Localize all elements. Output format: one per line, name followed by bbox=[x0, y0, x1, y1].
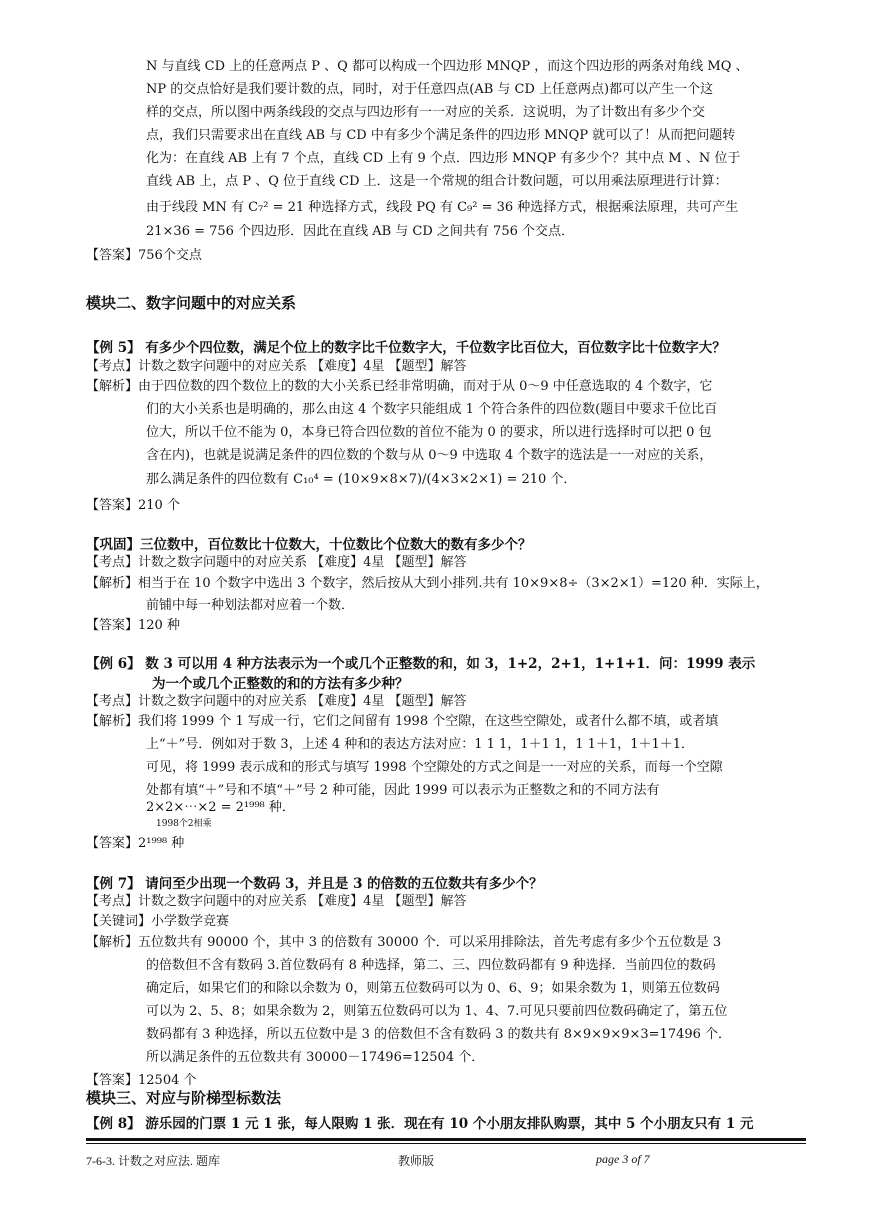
analysis-line: 可见，将 1999 表示成和的形式与填写 1998 个空隙处的方式之间是一一对应的关系，而每一个空隙 bbox=[146, 760, 723, 775]
footer-left: 7-6-3. 计数之对应法. 题库 bbox=[86, 1154, 220, 1168]
analysis-line: 前铺中每一种划法都对应着一个数． bbox=[146, 598, 355, 613]
intro-line: NP 的交点恰好是我们要计数的点，同时，对于任意四点(AB 与 CD 上任意两点)都可以产生一个这 bbox=[146, 82, 714, 97]
footer-center: 教师版 bbox=[398, 1154, 435, 1168]
intro-line: 21×36 = 756 个四边形．因此在直线 AB 与 CD 之间共有 756 个交点． bbox=[146, 224, 574, 239]
example-question: 【例 8】 游乐园的门票 1 元 1 张，每人限购 1 张．现在有 10 个小朋友排队购票，其中 5 个小朋友只有 1 元 bbox=[86, 1116, 754, 1132]
analysis-line: 可以为 2、5、8；如果余数为 2，则第五位数码可以为 1、4、7.可见只要前四位数码确定了，第五位 bbox=[146, 1004, 728, 1019]
intro-line: 直线 AB 上，点 P 、Q 位于直线 CD 上．这是一个常规的组合计数问题，可以用乘法原理进行计算： bbox=[146, 174, 728, 189]
analysis-line: 含在内)，也就是说满足条件的四位数的个数与从 0～9 中选取 4 个数字的选法是一一对应的关系， bbox=[146, 448, 713, 463]
answer-line: 【答案】210 个 bbox=[86, 498, 180, 513]
analysis-line: 【解析】由于四位数的四个数位上的数的大小关系已经非常明确，而对于从 0～9 中任意选取的 4 个数字，它 bbox=[86, 379, 713, 394]
intro-line: 化为：在直线 AB 上有 7 个点，直线 CD 上有 9 个点．四边形 MNQP 有多少个？其中点 M 、N 位于 bbox=[146, 151, 741, 166]
intro-line: 由于线段 MN 有 C₇² = 21 种选择方式，线段 PQ 有 C₉² = 36 种选择方式，根据乘法原理，共可产生 bbox=[146, 200, 739, 215]
footer-rule bbox=[86, 1143, 806, 1144]
section-heading: 模块二、数字问题中的对应关系 bbox=[86, 294, 297, 312]
analysis-line: 确定后，如果它们的和除以余数为 0，则第五位数码可以为 0、6、9；如果余数为 1，则第五位数码 bbox=[146, 981, 720, 996]
tags-line: 【考点】计数之数字问题中的对应关系 【难度】4星 【题型】解答 bbox=[86, 359, 467, 374]
analysis-line: 【解析】五位数共有 90000 个，其中 3 的倍数有 30000 个．可以采用排除法，首先考虑有多少个五位数是 3 bbox=[86, 935, 722, 950]
tags-line: 【考点】计数之数字问题中的对应关系 【难度】4星 【题型】解答 bbox=[86, 694, 467, 709]
formula-line: 那么满足条件的四位数有 C₁₀⁴ = (10×9×8×7)/(4×3×2×1) = 210 个． bbox=[146, 472, 577, 487]
analysis-line: 位大，所以千位不能为 0，本身已符合四位数的首位不能为 0 的要求，所以进行选择时可以把 0 包 bbox=[146, 425, 712, 440]
intro-line: N 与直线 CD 上的任意两点 P 、Q 都可以构成一个四边形 MNQP ，而这个四边形的两条对角线 MQ 、 bbox=[146, 59, 749, 74]
example-question: 【例 6】 数 3 可以用 4 种方法表示为一个或几个正整数的和，如 3，1+2，2+1，1+1+1．问：1999 表示 bbox=[86, 656, 756, 672]
example-question: 【例 5】 有多少个四位数，满足个位上的数字比千位数字大，千位数字比百位大，百位数字比十位数字大？ bbox=[86, 340, 726, 356]
footer-page-number: page 3 of 7 bbox=[596, 1152, 650, 1166]
answer-line: 【答案】120 种 bbox=[86, 618, 180, 633]
tags-line: 【考点】计数之数字问题中的对应关系 【难度】4星 【题型】解答 bbox=[86, 555, 467, 570]
tags-line: 【考点】计数之数字问题中的对应关系 【难度】4星 【题型】解答 bbox=[86, 894, 467, 909]
analysis-line: 上“＋”号．例如对于数 3，上述 4 种和的表达方法对应：1 1 1，1＋1 1，1 1＋1，1＋1＋1． bbox=[146, 737, 695, 752]
analysis-line: 【解析】相当于在 10 个数字中选出 3 个数字，然后按从大到小排列.共有 10×9×8÷（3×2×1）=120 种．实际上， bbox=[86, 576, 769, 591]
analysis-line: 的倍数但不含有数码 3.首位数码有 8 种选择，第二、三、四位数码都有 9 种选择．当前四位的数码 bbox=[146, 958, 716, 973]
underbrace-note: 1998个2相乘 bbox=[156, 819, 212, 829]
answer-line: 【答案】2¹⁹⁹⁸ 种 bbox=[86, 836, 185, 851]
analysis-line: 们的大小关系也是明确的，那么由这 4 个数字只能组成 1 个符合条件的四位数(题目中要求千位比百 bbox=[146, 402, 718, 417]
analysis-line: 数码都有 3 种选择，所以五位数中是 3 的倍数但不含有数码 3 的数共有 8×9×9×9×3=17496 个． bbox=[146, 1027, 732, 1042]
answer-line bbox=[86, 246, 202, 266]
answer-line: 【答案】12504 个 bbox=[86, 1073, 197, 1088]
formula-line: 2×2×⋯×2 = 2¹⁹⁹⁸ 种． bbox=[146, 800, 295, 815]
example-question: 【例 7】 请问至少出现一个数码 3，并且是 3 的倍数的五位数共有多少个？ bbox=[86, 876, 543, 892]
section-heading: 模块三、对应与阶梯型标数法 bbox=[86, 1089, 282, 1107]
consolidation-question: 【巩固】三位数中，百位数比十位数大，十位数比个位数大的数有多少个？ bbox=[86, 537, 532, 553]
analysis-line: 所以满足条件的五位数共有 30000－17496=12504 个． bbox=[146, 1050, 485, 1065]
answer-label: 【答案】 bbox=[86, 248, 139, 263]
answer-text: 756个交点 bbox=[138, 248, 202, 263]
keywords-line: 【关键词】小学数学竞赛 bbox=[86, 914, 230, 929]
intro-line: 样的交点，所以图中两条线段的交点与四边形有一一对应的关系．这说明，为了计数出有多少个交 bbox=[146, 105, 706, 120]
analysis-line: 【解析】我们将 1999 个 1 写成一行，它们之间留有 1998 个空隙，在这些空隙处，或者什么都不填，或者填 bbox=[86, 714, 719, 729]
footer-rule bbox=[86, 1138, 806, 1141]
intro-line: 点，我们只需要求出在直线 AB 与 CD 中有多少个满足条件的四边形 MNQP 就可以了！从而把问题转 bbox=[146, 128, 736, 143]
analysis-line: 处都有填“＋”号和不填“＋”号 2 种可能，因此 1999 可以表示为正整数之和的不同方法有 bbox=[146, 783, 660, 798]
example-question-cont: 为一个或几个正整数的和的方法有多少种？ bbox=[152, 676, 409, 692]
